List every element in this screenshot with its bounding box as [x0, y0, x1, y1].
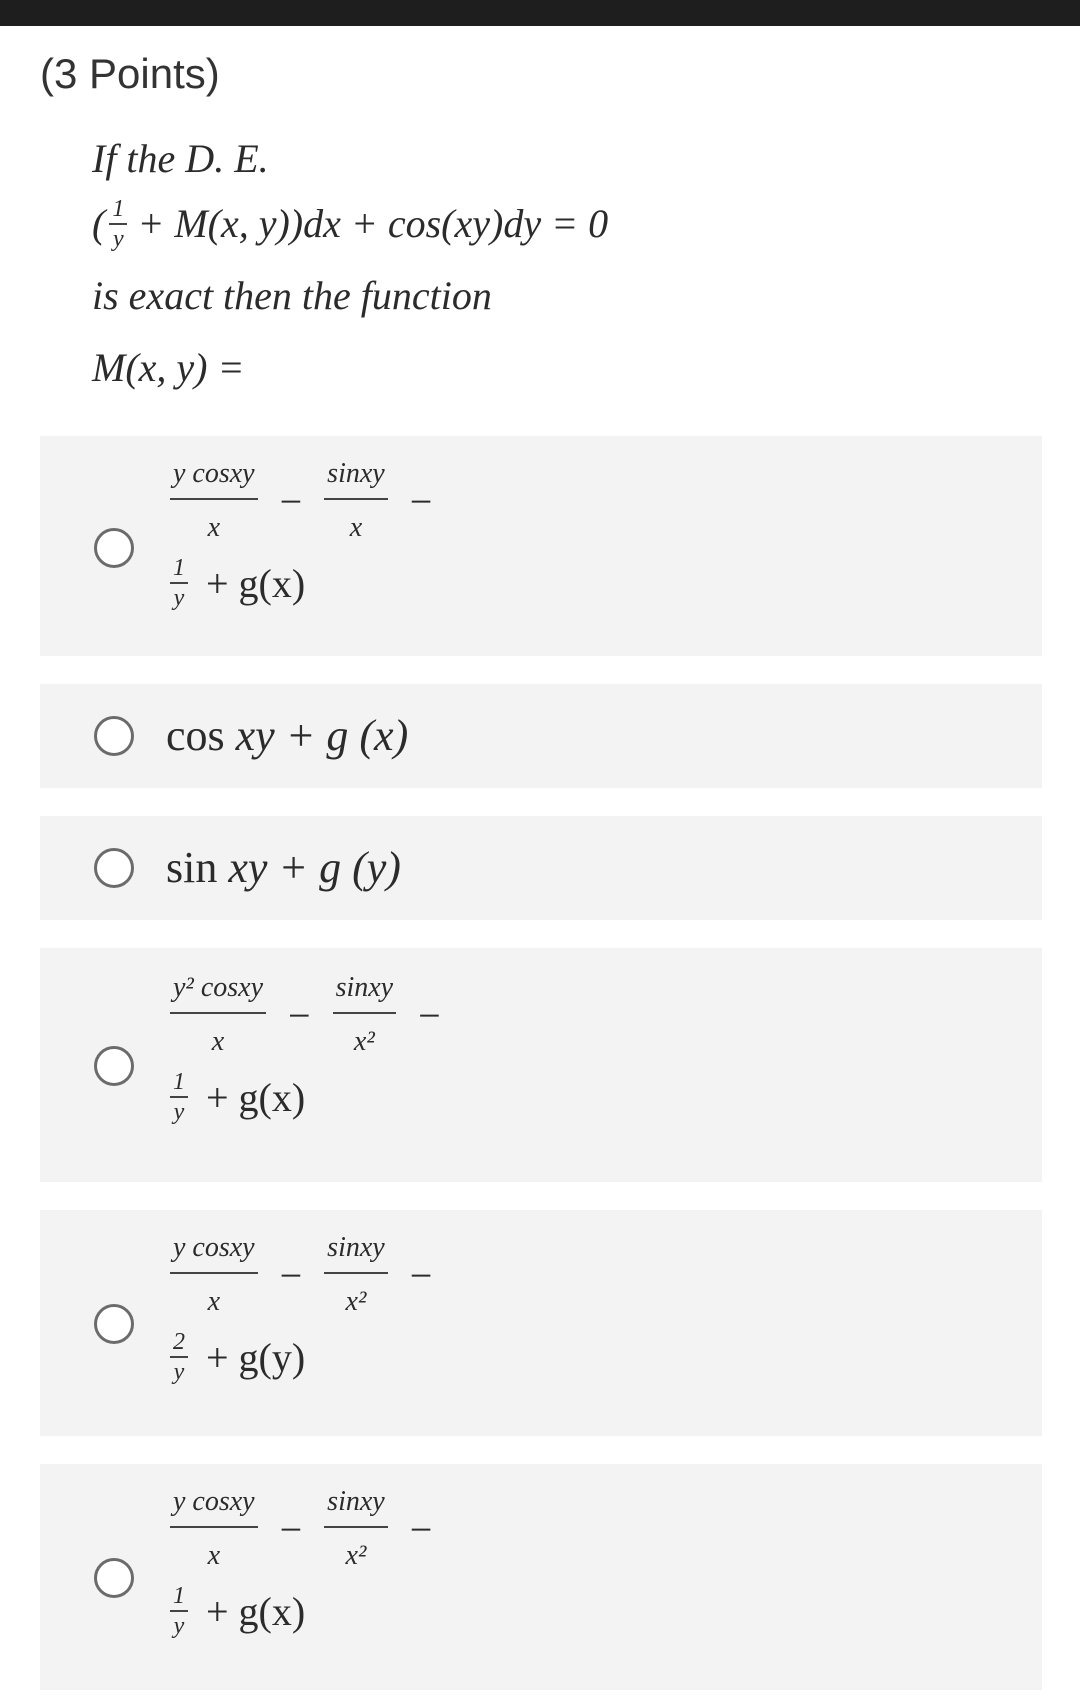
- option-6-line-2: [166, 1584, 450, 1638]
- option-4-fraction-c-numerator: 1: [173, 1069, 185, 1095]
- option-3-text: xy + g (y): [228, 843, 401, 892]
- option-5-fraction-a-numerator: y cosxy: [173, 1232, 255, 1263]
- option-5-fraction-b-numerator: sinxy: [327, 1232, 385, 1263]
- question-equation: [92, 188, 992, 260]
- option-5-line-2: [166, 1330, 450, 1384]
- answer-option-1[interactable]: [40, 436, 1042, 656]
- option-1-expression: [166, 460, 450, 610]
- option-1-fraction-a: [170, 460, 258, 542]
- option-6-expression: [166, 1488, 450, 1638]
- option-6-minus-1: −: [279, 1506, 303, 1552]
- question-text: [92, 130, 992, 404]
- option-5-fraction-c-denominator: y: [173, 1359, 185, 1385]
- option-1-fraction-a-denominator: x: [207, 512, 221, 543]
- equation-rest: + M(x, y))dx + cos(xy)dy = 0: [137, 201, 609, 246]
- option-4-fraction-a-numerator: y² cosxy: [173, 972, 264, 1003]
- option-1-line-1: [166, 460, 450, 542]
- option-4-tail: + g(x): [206, 1074, 306, 1120]
- option-1-fraction-c: [170, 556, 188, 610]
- points-label: (3 Points): [40, 50, 220, 97]
- option-5-fraction-a-bar: [170, 1272, 258, 1274]
- question-line-1: If the D. E.: [92, 136, 269, 181]
- option-4-fraction-c-denominator: y: [173, 1099, 185, 1125]
- answer-option-5[interactable]: [40, 1210, 1042, 1436]
- radio-button-option-6[interactable]: [94, 1558, 134, 1598]
- option-5-fraction-c-numerator: 2: [173, 1329, 185, 1355]
- answer-option-4[interactable]: [40, 948, 1042, 1182]
- option-1-tail: + g(x): [206, 560, 306, 606]
- option-5-fraction-a-denominator: x: [207, 1286, 221, 1317]
- radio-button-option-4[interactable]: [94, 1046, 134, 1086]
- option-6-tail: + g(x): [206, 1588, 306, 1634]
- option-1-line-2: [166, 556, 450, 610]
- option-6-fraction-a: [170, 1488, 258, 1570]
- option-6-fraction-c-numerator: 1: [173, 1583, 185, 1609]
- option-4-fraction-a-bar: [170, 1012, 266, 1014]
- option-1-fraction-a-numerator: y cosxy: [173, 458, 255, 489]
- option-6-fraction-b-denominator: x²: [345, 1540, 367, 1571]
- option-6-fraction-a-bar: [170, 1526, 258, 1528]
- fraction-numerator: 1: [112, 196, 125, 222]
- option-5-fraction-c-bar: [170, 1356, 188, 1358]
- equation-fraction: [109, 197, 127, 251]
- option-6-fraction-b: [324, 1488, 388, 1570]
- option-1-fraction-b-numerator: sinxy: [327, 458, 385, 489]
- option-1-fraction-c-numerator: 1: [173, 555, 185, 581]
- option-4-minus-1: −: [288, 992, 311, 1038]
- question-line-3: is exact then the function: [92, 273, 492, 318]
- option-4-fraction-a: [170, 974, 266, 1056]
- option-5-fraction-b-bar: [324, 1272, 388, 1274]
- option-1-fraction-b: [324, 460, 388, 542]
- option-6-fraction-a-numerator: y cosxy: [173, 1486, 255, 1517]
- option-5-expression: [166, 1234, 450, 1384]
- option-4-fraction-b-denominator: x²: [353, 1026, 375, 1057]
- option-4-line-1: [166, 974, 459, 1056]
- option-4-fraction-b-bar: [333, 1012, 397, 1014]
- option-6-minus-2: −: [409, 1506, 433, 1552]
- radio-button-option-5[interactable]: [94, 1304, 134, 1344]
- option-5-line-1: [166, 1234, 450, 1316]
- option-2-function-name: cos: [166, 711, 225, 760]
- option-4-fraction-a-denominator: x: [211, 1026, 225, 1057]
- option-4-fraction-b-numerator: sinxy: [335, 972, 394, 1003]
- option-6-fraction-b-numerator: sinxy: [327, 1486, 385, 1517]
- option-1-fraction-c-denominator: y: [173, 585, 185, 611]
- option-1-fraction-c-bar: [170, 582, 188, 584]
- option-6-fraction-c-bar: [170, 1610, 188, 1612]
- equation-paren: (: [92, 201, 106, 246]
- option-4-line-2: [166, 1070, 459, 1124]
- top-bar: [0, 0, 1080, 26]
- radio-button-option-2[interactable]: [94, 716, 134, 756]
- option-5-fraction-b: [324, 1234, 388, 1316]
- option-1-fraction-b-denominator: x: [349, 512, 363, 543]
- answer-option-3[interactable]: [40, 816, 1042, 920]
- option-4-expression: [166, 974, 459, 1124]
- option-6-fraction-b-bar: [324, 1526, 388, 1528]
- option-2-expression: [166, 710, 408, 761]
- radio-button-option-1[interactable]: [94, 528, 134, 568]
- option-6-fraction-c-denominator: y: [173, 1613, 185, 1639]
- option-4-fraction-b: [333, 974, 397, 1056]
- option-5-fraction-b-denominator: x²: [345, 1286, 367, 1317]
- option-4-fraction-c: [170, 1070, 188, 1124]
- option-6-line-1: [166, 1488, 450, 1570]
- fraction-bar: [109, 223, 127, 225]
- answer-option-6[interactable]: [40, 1464, 1042, 1690]
- option-2-text: xy + g (x): [235, 711, 409, 760]
- option-4-fraction-c-bar: [170, 1096, 188, 1098]
- fraction-denominator: y: [113, 226, 124, 252]
- question-line-4: M(x, y) =: [92, 345, 245, 390]
- option-3-expression: [166, 842, 401, 893]
- option-5-tail: + g(y): [206, 1334, 306, 1380]
- option-5-minus-2: −: [409, 1252, 433, 1298]
- option-3-function-name: sin: [166, 843, 218, 892]
- option-1-fraction-b-bar: [324, 498, 388, 500]
- option-6-fraction-a-denominator: x: [207, 1540, 221, 1571]
- option-1-minus-2: −: [409, 478, 433, 524]
- option-5-fraction-c: [170, 1330, 188, 1384]
- option-1-fraction-a-bar: [170, 498, 258, 500]
- radio-button-option-3[interactable]: [94, 848, 134, 888]
- option-5-fraction-a: [170, 1234, 258, 1316]
- option-4-minus-2: −: [418, 992, 441, 1038]
- answer-option-2[interactable]: [40, 684, 1042, 788]
- option-5-minus-1: −: [279, 1252, 303, 1298]
- option-6-fraction-c: [170, 1584, 188, 1638]
- option-1-minus-1: −: [279, 478, 303, 524]
